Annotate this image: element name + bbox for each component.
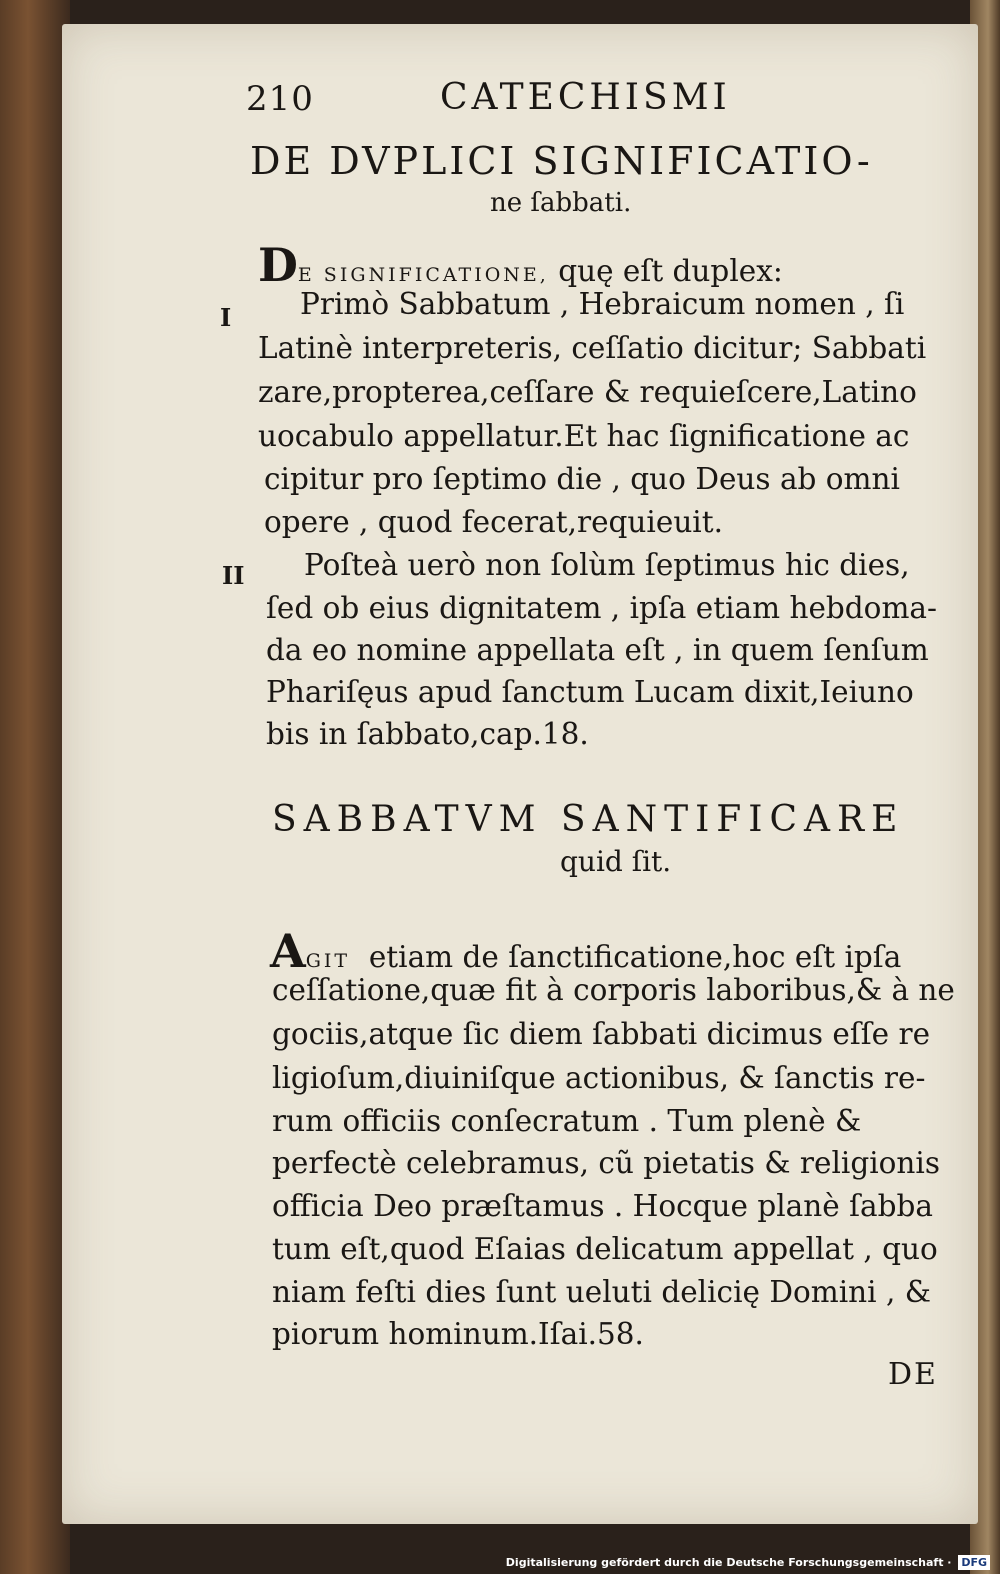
smallcaps-lead: E SIGNIFICATIONE, [297,264,549,286]
text-line: Poſteà uerò non ſolùm ſeptimus hic dies, [304,548,910,582]
text-line: da eo nomine appellata eſt , in quem ſenſum [266,633,929,667]
smallcaps-lead: GIT [305,950,351,972]
text-line: rum officiis conſecratum . Tum plenè & [272,1104,862,1138]
text-line: tum eſt,quod Eſaias delicatum appellat , quo [272,1232,938,1266]
text-line: ligioſum,diuiniſque actionibus, & ſanctis re- [272,1061,926,1095]
text-line: bis in ſabbato,cap.18. [266,717,589,751]
running-title: CATECHISMI [440,77,731,118]
text-line: Phariſęus apud ſanctum Lucam dixit,Ieiuno [266,675,914,709]
first-line-text: quę eſt duplex: [558,254,783,288]
text-line: Latinè interpreteris, ceſſatio dicitur; Sabbati [258,331,927,365]
credit-text: Digitalisierung gefördert durch die Deutsche Forschungsgemeinschaft · [505,1556,952,1569]
text-line: piorum hominum.Iſai.58. [272,1317,644,1351]
text-line: Primò Sabbatum , Hebraicum nomen , ſi [300,287,905,321]
catchword: DE [888,1357,938,1392]
text-line: opere , quod fecerat,requieuit. [264,505,723,539]
text-line: cipitur pro ſeptimo die , quo Deus ab omni [264,462,900,496]
dropcap: D [258,238,298,292]
section2-first-line [270,924,902,978]
text-line: officia Deo præſtamus . Hocque planè ſabba [272,1189,933,1223]
section-heading-line2: ne ſabbati. [490,188,632,218]
section2-heading-line1: SABBATVM SANTIFICARE [272,799,905,840]
text-line: ceſſatione,quæ fit à corporis laboribus,& à ne [272,973,955,1007]
text-line: gociis,atque ſic diem ſabbati dicimus eſſe re [272,1017,931,1051]
book-edge-left [0,0,70,1574]
text-line: ſed ob eius dignitatem , ipſa etiam hebdoma- [266,591,937,625]
section-heading-line1: DE DVPLICI SIGNIFICATIO- [250,139,873,183]
section1-first-line [258,238,783,292]
margin-numeral-1: I [220,303,232,332]
dfg-logo: DFG [958,1555,990,1570]
text-line: perfectè celebramus, cũ pietatis & religionis [272,1146,940,1180]
text-line: zare,propterea,ceſſare & requieſcere,Latino [258,375,917,409]
text-line: niam feſti dies ſunt ueluti delicię Domini , & [272,1275,931,1309]
digitization-credit [506,1557,990,1568]
margin-numeral-2: II [222,561,245,590]
section2-heading-line2: quid ſit. [560,845,672,878]
text-line: uocabulo appellatur.Et hac ſignificatione ac [258,419,910,453]
page-number: 210 [246,79,314,119]
dropcap: A [270,924,306,978]
first-line-text: etiam de ſanctificatione,hoc eſt ipſa [368,940,902,974]
